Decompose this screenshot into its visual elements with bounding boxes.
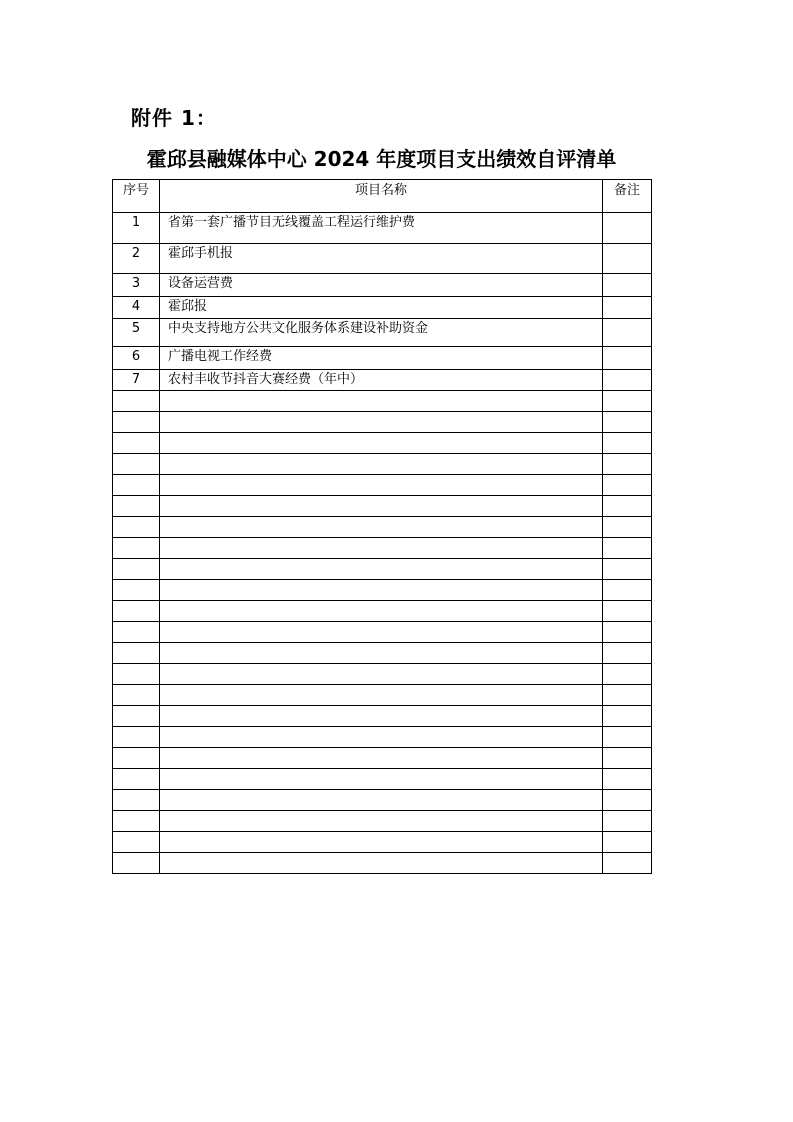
row-project-name: 设备运营费 [160, 274, 603, 297]
empty-cell [113, 496, 160, 517]
table-row [113, 319, 652, 347]
empty-cell [603, 517, 652, 538]
row-serial-number: 5 [113, 319, 160, 347]
row-remarks [603, 244, 652, 274]
table-row [113, 347, 652, 370]
row-project-name: 农村丰收节抖音大赛经费（年中） [160, 370, 603, 391]
empty-cell [603, 412, 652, 433]
empty-table-row [113, 811, 652, 832]
empty-table-row [113, 454, 652, 475]
empty-cell [160, 517, 603, 538]
table-row [113, 370, 652, 391]
empty-cell [113, 811, 160, 832]
empty-cell [603, 475, 652, 496]
empty-cell [603, 601, 652, 622]
row-serial-number: 2 [113, 244, 160, 274]
row-project-name: 中央支持地方公共文化服务体系建设补助资金 [160, 319, 603, 347]
empty-table-row [113, 391, 652, 412]
empty-cell [160, 601, 603, 622]
empty-cell [113, 664, 160, 685]
row-remarks [603, 370, 652, 391]
empty-table-row [113, 412, 652, 433]
empty-cell [603, 727, 652, 748]
empty-cell [113, 685, 160, 706]
empty-cell [160, 748, 603, 769]
row-remarks [603, 347, 652, 370]
empty-cell [113, 559, 160, 580]
header-remarks: 备注 [603, 180, 652, 213]
empty-cell [160, 391, 603, 412]
empty-cell [113, 643, 160, 664]
empty-cell [603, 454, 652, 475]
row-project-name: 霍邱报 [160, 297, 603, 319]
empty-cell [603, 790, 652, 811]
empty-cell [160, 559, 603, 580]
empty-table-row [113, 853, 652, 874]
table-row [113, 213, 652, 244]
table-row [113, 244, 652, 274]
table-row [113, 274, 652, 297]
row-remarks [603, 213, 652, 244]
empty-cell [113, 622, 160, 643]
empty-cell [603, 538, 652, 559]
empty-cell [113, 454, 160, 475]
header-serial-number: 序号 [113, 180, 160, 213]
empty-cell [113, 412, 160, 433]
empty-cell [603, 559, 652, 580]
empty-cell [113, 475, 160, 496]
empty-cell [160, 643, 603, 664]
empty-cell [603, 832, 652, 853]
empty-cell [113, 580, 160, 601]
empty-table-row [113, 622, 652, 643]
empty-cell [113, 832, 160, 853]
empty-cell [603, 622, 652, 643]
empty-table-row [113, 769, 652, 790]
empty-table-row [113, 748, 652, 769]
empty-cell [603, 496, 652, 517]
empty-table-row [113, 643, 652, 664]
blank-rows [113, 391, 652, 874]
empty-table-row [113, 517, 652, 538]
empty-cell [113, 769, 160, 790]
empty-cell [160, 580, 603, 601]
row-serial-number: 7 [113, 370, 160, 391]
empty-cell [160, 496, 603, 517]
empty-cell [160, 769, 603, 790]
empty-cell [603, 643, 652, 664]
empty-cell [603, 769, 652, 790]
empty-cell [160, 664, 603, 685]
table-header-row [113, 180, 652, 213]
empty-cell [603, 853, 652, 874]
empty-cell [113, 853, 160, 874]
empty-cell [113, 517, 160, 538]
empty-table-row [113, 496, 652, 517]
empty-table-row [113, 832, 652, 853]
row-serial-number: 6 [113, 347, 160, 370]
empty-cell [160, 454, 603, 475]
project-list-table [112, 179, 652, 874]
empty-cell [160, 706, 603, 727]
empty-cell [160, 685, 603, 706]
empty-cell [113, 727, 160, 748]
empty-cell [603, 748, 652, 769]
empty-cell [603, 391, 652, 412]
empty-cell [160, 538, 603, 559]
empty-cell [113, 391, 160, 412]
empty-table-row [113, 727, 652, 748]
empty-cell [603, 664, 652, 685]
empty-cell [113, 790, 160, 811]
empty-table-row [113, 433, 652, 454]
empty-cell [160, 622, 603, 643]
empty-table-row [113, 790, 652, 811]
empty-table-row [113, 706, 652, 727]
row-project-name: 霍邱手机报 [160, 244, 603, 274]
empty-cell [603, 706, 652, 727]
row-project-name: 广播电视工作经费 [160, 347, 603, 370]
empty-cell [160, 811, 603, 832]
empty-cell [160, 412, 603, 433]
empty-cell [113, 538, 160, 559]
empty-cell [113, 706, 160, 727]
empty-table-row [113, 685, 652, 706]
attachment-label: 附件 1： [131, 106, 217, 130]
empty-table-row [113, 475, 652, 496]
empty-cell [603, 685, 652, 706]
empty-cell [160, 853, 603, 874]
empty-table-row [113, 559, 652, 580]
empty-cell [160, 433, 603, 454]
row-project-name: 省第一套广播节目无线覆盖工程运行维护费 [160, 213, 603, 244]
empty-table-row [113, 601, 652, 622]
empty-cell [113, 748, 160, 769]
empty-cell [603, 433, 652, 454]
row-serial-number: 4 [113, 297, 160, 319]
empty-cell [113, 601, 160, 622]
header-project-name: 项目名称 [160, 180, 603, 213]
row-serial-number: 3 [113, 274, 160, 297]
empty-cell [160, 727, 603, 748]
empty-table-row [113, 538, 652, 559]
row-remarks [603, 319, 652, 347]
empty-cell [603, 811, 652, 832]
row-remarks [603, 297, 652, 319]
empty-cell [160, 790, 603, 811]
empty-cell [603, 580, 652, 601]
row-serial-number: 1 [113, 213, 160, 244]
empty-table-row [113, 664, 652, 685]
empty-cell [113, 433, 160, 454]
row-remarks [603, 274, 652, 297]
empty-cell [160, 475, 603, 496]
table-row [113, 297, 652, 319]
empty-table-row [113, 580, 652, 601]
empty-cell [160, 832, 603, 853]
document-title: 霍邱县融媒体中心 2024 年度项目支出绩效自评清单 [146, 147, 617, 171]
